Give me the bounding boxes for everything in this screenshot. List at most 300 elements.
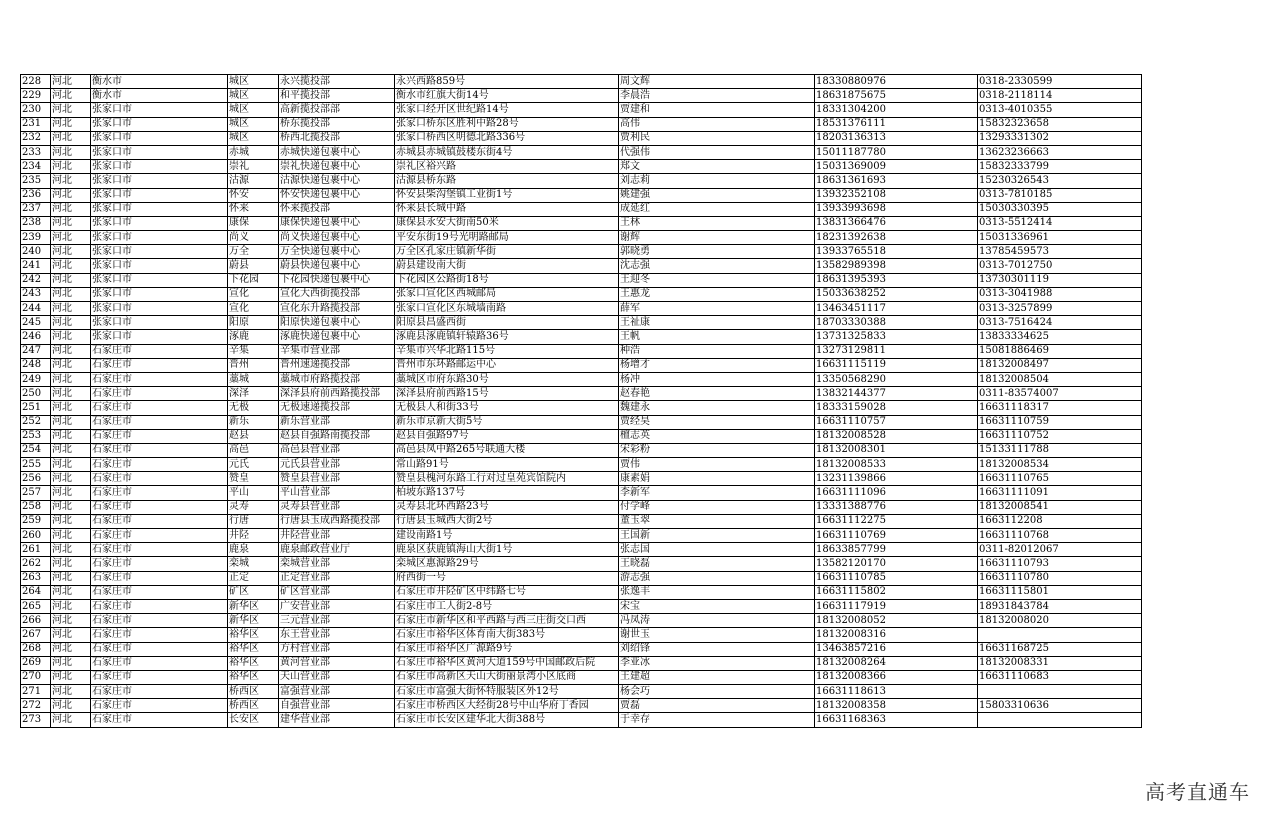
cell-address: 张家口桥西区明德北路336号 — [395, 131, 619, 145]
cell-mobile-phone: 18631361693 — [815, 174, 978, 188]
cell-address: 石家庄市高新区天山大街丽景湾小区底商 — [395, 670, 619, 684]
cell-phone: 15230326543 — [978, 174, 1142, 188]
cell-province: 河北 — [51, 685, 91, 699]
cell-city: 石家庄市 — [91, 557, 228, 571]
cell-district: 桥西区 — [228, 685, 279, 699]
cell-contact-person: 张志国 — [619, 543, 815, 557]
cell-row-number: 235 — [21, 174, 51, 188]
cell-city: 石家庄市 — [91, 415, 228, 429]
cell-province: 河北 — [51, 372, 91, 386]
table-row — [21, 287, 1142, 301]
cell-address: 行唐县玉城西大街2号 — [395, 514, 619, 528]
cell-address: 沽源县桥东路 — [395, 174, 619, 188]
cell-row-number: 250 — [21, 387, 51, 401]
cell-province: 河北 — [51, 117, 91, 131]
cell-row-number: 245 — [21, 316, 51, 330]
cell-province: 河北 — [51, 131, 91, 145]
cell-contact-person: 王晓磊 — [619, 557, 815, 571]
cell-district: 新华区 — [228, 599, 279, 613]
cell-contact-person: 周文辉 — [619, 75, 815, 89]
cell-province: 河北 — [51, 642, 91, 656]
cell-province: 河北 — [51, 514, 91, 528]
cell-address: 石家庄市桥西区大经街28号中山华府丁香园 — [395, 699, 619, 713]
cell-phone: 0313-7810185 — [978, 188, 1142, 202]
cell-row-number: 265 — [21, 599, 51, 613]
cell-mobile-phone: 13582989398 — [815, 259, 978, 273]
cell-district: 藁城 — [228, 372, 279, 386]
cell-row-number: 252 — [21, 415, 51, 429]
cell-city: 石家庄市 — [91, 486, 228, 500]
cell-city: 石家庄市 — [91, 344, 228, 358]
cell-row-number: 257 — [21, 486, 51, 500]
cell-province: 河北 — [51, 202, 91, 216]
cell-contact-person: 王林 — [619, 216, 815, 230]
cell-contact-person: 郑文 — [619, 160, 815, 174]
cell-district: 无极 — [228, 401, 279, 415]
cell-phone: 0311-83574007 — [978, 387, 1142, 401]
cell-contact-person: 薛军 — [619, 302, 815, 316]
table-row — [21, 458, 1142, 472]
cell-branch-name: 宣化东升路揽投部 — [279, 302, 395, 316]
cell-contact-person: 王迎冬 — [619, 273, 815, 287]
cell-mobile-phone: 18203136313 — [815, 131, 978, 145]
table-row — [21, 358, 1142, 372]
cell-row-number: 270 — [21, 670, 51, 684]
cell-row-number: 251 — [21, 401, 51, 415]
cell-district: 城区 — [228, 75, 279, 89]
cell-row-number: 260 — [21, 529, 51, 543]
table-row — [21, 443, 1142, 457]
cell-mobile-phone: 13933765518 — [815, 245, 978, 259]
cell-branch-name: 东王营业部 — [279, 628, 395, 642]
cell-contact-person: 姚建强 — [619, 188, 815, 202]
cell-city: 张家口市 — [91, 202, 228, 216]
cell-address: 石家庄市裕华区广源路9号 — [395, 642, 619, 656]
cell-district: 平山 — [228, 486, 279, 500]
cell-row-number: 236 — [21, 188, 51, 202]
cell-mobile-phone: 13331388776 — [815, 500, 978, 514]
cell-mobile-phone: 18132008533 — [815, 458, 978, 472]
cell-city: 衡水市 — [91, 89, 228, 103]
cell-phone: 16631168725 — [978, 642, 1142, 656]
cell-province: 河北 — [51, 216, 91, 230]
cell-address: 赞皇县槐河东路工行对过皇苑宾馆院内 — [395, 472, 619, 486]
cell-row-number: 240 — [21, 245, 51, 259]
cell-address: 赵县自强路97号 — [395, 429, 619, 443]
cell-phone: 15832323658 — [978, 117, 1142, 131]
cell-address: 常山路91号 — [395, 458, 619, 472]
cell-address: 张家口宣化区西城邮局 — [395, 287, 619, 301]
cell-address: 无极县人和街33号 — [395, 401, 619, 415]
cell-mobile-phone: 16631110769 — [815, 529, 978, 543]
cell-contact-person: 宋彩粉 — [619, 443, 815, 457]
cell-phone — [978, 685, 1142, 699]
cell-mobile-phone: 15011187780 — [815, 145, 978, 159]
cell-contact-person: 董玉翠 — [619, 514, 815, 528]
cell-city: 石家庄市 — [91, 614, 228, 628]
table-row — [21, 302, 1142, 316]
cell-city: 张家口市 — [91, 174, 228, 188]
cell-address: 石家庄市富强大街怀特服装区外12号 — [395, 685, 619, 699]
cell-province: 河北 — [51, 500, 91, 514]
table-row — [21, 188, 1142, 202]
cell-district: 下花园 — [228, 273, 279, 287]
table-row — [21, 486, 1142, 500]
cell-contact-person: 于幸存 — [619, 713, 815, 727]
table-row — [21, 89, 1142, 103]
cell-district: 涿鹿 — [228, 330, 279, 344]
cell-branch-name: 三元营业部 — [279, 614, 395, 628]
cell-city: 石家庄市 — [91, 670, 228, 684]
cell-province: 河北 — [51, 302, 91, 316]
cell-province: 河北 — [51, 429, 91, 443]
cell-branch-name: 赤城快递包裹中心 — [279, 145, 395, 159]
cell-mobile-phone: 13932352108 — [815, 188, 978, 202]
cell-city: 张家口市 — [91, 103, 228, 117]
cell-address: 衡水市红旗大街14号 — [395, 89, 619, 103]
table-row — [21, 387, 1142, 401]
cell-mobile-phone: 18631395393 — [815, 273, 978, 287]
cell-mobile-phone: 13831366476 — [815, 216, 978, 230]
cell-city: 石家庄市 — [91, 458, 228, 472]
cell-phone: 15081886469 — [978, 344, 1142, 358]
cell-mobile-phone: 18132008528 — [815, 429, 978, 443]
cell-branch-name: 高邑县营业部 — [279, 443, 395, 457]
table-row — [21, 202, 1142, 216]
table-row — [21, 628, 1142, 642]
cell-address: 下花园区公路街18号 — [395, 273, 619, 287]
cell-branch-name: 康保快递包裹中心 — [279, 216, 395, 230]
cell-phone: 16631111091 — [978, 486, 1142, 500]
cell-province: 河北 — [51, 103, 91, 117]
cell-phone: 16631110683 — [978, 670, 1142, 684]
cell-phone: 18132008534 — [978, 458, 1142, 472]
cell-phone: 13623236663 — [978, 145, 1142, 159]
data-table — [20, 74, 1142, 728]
cell-district: 灵寿 — [228, 500, 279, 514]
cell-phone: 16631110768 — [978, 529, 1142, 543]
cell-contact-person: 王帆 — [619, 330, 815, 344]
cell-province: 河北 — [51, 486, 91, 500]
cell-mobile-phone: 15031369009 — [815, 160, 978, 174]
cell-phone: 0311-82012067 — [978, 543, 1142, 557]
cell-phone: 18931843784 — [978, 599, 1142, 613]
cell-contact-person: 宋宝 — [619, 599, 815, 613]
cell-district: 沽源 — [228, 174, 279, 188]
cell-province: 河北 — [51, 458, 91, 472]
cell-address: 崇礼区裕兴路 — [395, 160, 619, 174]
cell-city: 石家庄市 — [91, 387, 228, 401]
table-row — [21, 656, 1142, 670]
cell-address: 涿鹿县涿鹿镇轩辕路36号 — [395, 330, 619, 344]
cell-contact-person: 王惠龙 — [619, 287, 815, 301]
table-row — [21, 514, 1142, 528]
cell-branch-name: 阳原快递包裹中心 — [279, 316, 395, 330]
cell-row-number: 271 — [21, 685, 51, 699]
cell-branch-name: 赞皇县营业部 — [279, 472, 395, 486]
cell-province: 河北 — [51, 543, 91, 557]
cell-mobile-phone: 18132008316 — [815, 628, 978, 642]
cell-branch-name: 怀来揽投部 — [279, 202, 395, 216]
cell-city: 石家庄市 — [91, 358, 228, 372]
cell-district: 怀安 — [228, 188, 279, 202]
cell-phone: 15031336961 — [978, 231, 1142, 245]
cell-mobile-phone: 18531376111 — [815, 117, 978, 131]
cell-contact-person: 贾伟 — [619, 458, 815, 472]
cell-district: 裕华区 — [228, 656, 279, 670]
cell-branch-name: 正定营业部 — [279, 571, 395, 585]
cell-address: 柏坡东路137号 — [395, 486, 619, 500]
cell-address: 怀安县柴沟堡镇工业街1号 — [395, 188, 619, 202]
cell-province: 河北 — [51, 188, 91, 202]
table-row — [21, 699, 1142, 713]
cell-mobile-phone: 18132008301 — [815, 443, 978, 457]
cell-row-number: 261 — [21, 543, 51, 557]
cell-province: 河北 — [51, 628, 91, 642]
cell-city: 张家口市 — [91, 145, 228, 159]
cell-row-number: 230 — [21, 103, 51, 117]
cell-branch-name: 和平揽投部 — [279, 89, 395, 103]
table-row — [21, 216, 1142, 230]
cell-province: 河北 — [51, 599, 91, 613]
cell-branch-name: 鹿泉邮政营业厅 — [279, 543, 395, 557]
cell-address: 石家庄市裕华区体育南大街383号 — [395, 628, 619, 642]
cell-city: 石家庄市 — [91, 685, 228, 699]
cell-contact-person: 贾建和 — [619, 103, 815, 117]
table-row — [21, 415, 1142, 429]
cell-branch-name: 行唐县玉成西路揽投部 — [279, 514, 395, 528]
cell-city: 石家庄市 — [91, 443, 228, 457]
cell-contact-person: 李新军 — [619, 486, 815, 500]
cell-phone: 0313-4010355 — [978, 103, 1142, 117]
table-row — [21, 585, 1142, 599]
cell-province: 河北 — [51, 358, 91, 372]
cell-contact-person: 杨增才 — [619, 358, 815, 372]
cell-address: 康保县永安大街南50米 — [395, 216, 619, 230]
cell-district: 新华区 — [228, 614, 279, 628]
cell-row-number: 239 — [21, 231, 51, 245]
table-row — [21, 245, 1142, 259]
cell-province: 河北 — [51, 287, 91, 301]
cell-phone: 0318-2330599 — [978, 75, 1142, 89]
cell-mobile-phone: 13273129811 — [815, 344, 978, 358]
cell-district: 矿区 — [228, 585, 279, 599]
cell-branch-name: 桥西北揽投部 — [279, 131, 395, 145]
table-row — [21, 472, 1142, 486]
cell-phone: 0313-3257899 — [978, 302, 1142, 316]
cell-row-number: 241 — [21, 259, 51, 273]
cell-province: 河北 — [51, 614, 91, 628]
cell-row-number: 258 — [21, 500, 51, 514]
table-row — [21, 145, 1142, 159]
cell-district: 赵县 — [228, 429, 279, 443]
cell-contact-person: 冯凤涛 — [619, 614, 815, 628]
cell-contact-person: 张逸丰 — [619, 585, 815, 599]
cell-mobile-phone: 18703330388 — [815, 316, 978, 330]
cell-address: 石家庄市长安区建华北大街388号 — [395, 713, 619, 727]
cell-mobile-phone: 16631118613 — [815, 685, 978, 699]
cell-branch-name: 辛集市营业部 — [279, 344, 395, 358]
cell-mobile-phone: 16631110757 — [815, 415, 978, 429]
cell-province: 河北 — [51, 387, 91, 401]
cell-branch-name: 怀安快递包裹中心 — [279, 188, 395, 202]
cell-branch-name: 涿鹿快递包裹中心 — [279, 330, 395, 344]
cell-contact-person: 檀志英 — [619, 429, 815, 443]
table-row — [21, 685, 1142, 699]
cell-phone: 16631110793 — [978, 557, 1142, 571]
cell-branch-name: 平山营业部 — [279, 486, 395, 500]
cell-district: 城区 — [228, 103, 279, 117]
table-row — [21, 670, 1142, 684]
cell-district: 崇礼 — [228, 160, 279, 174]
cell-mobile-phone: 18333159028 — [815, 401, 978, 415]
cell-district: 城区 — [228, 89, 279, 103]
cell-branch-name: 广安营业部 — [279, 599, 395, 613]
cell-branch-name: 方村营业部 — [279, 642, 395, 656]
cell-phone: 0313-7012750 — [978, 259, 1142, 273]
cell-mobile-phone: 16631115119 — [815, 358, 978, 372]
cell-address: 蔚县建设南大街 — [395, 259, 619, 273]
cell-district: 长安区 — [228, 713, 279, 727]
cell-contact-person: 王祉康 — [619, 316, 815, 330]
cell-address: 高邑县凤中路265号联通大楼 — [395, 443, 619, 457]
cell-address: 张家口桥东区胜利中路28号 — [395, 117, 619, 131]
cell-province: 河北 — [51, 401, 91, 415]
cell-branch-name: 高新揽投部部 — [279, 103, 395, 117]
cell-contact-person: 郭晓勇 — [619, 245, 815, 259]
table-row — [21, 713, 1142, 727]
cell-district: 正定 — [228, 571, 279, 585]
cell-contact-person: 李亚冰 — [619, 656, 815, 670]
cell-mobile-phone: 16631115802 — [815, 585, 978, 599]
cell-row-number: 229 — [21, 89, 51, 103]
cell-branch-name: 建华营业部 — [279, 713, 395, 727]
cell-branch-name: 矿区营业部 — [279, 585, 395, 599]
cell-phone: 0313-7516424 — [978, 316, 1142, 330]
cell-row-number: 237 — [21, 202, 51, 216]
cell-branch-name: 富强营业部 — [279, 685, 395, 699]
cell-city: 张家口市 — [91, 216, 228, 230]
cell-row-number: 242 — [21, 273, 51, 287]
cell-city: 石家庄市 — [91, 472, 228, 486]
cell-address: 晋州市东环路邮运中心 — [395, 358, 619, 372]
table-row — [21, 344, 1142, 358]
cell-district: 赞皇 — [228, 472, 279, 486]
cell-address: 鹿泉区获鹿镇海山大街1号 — [395, 543, 619, 557]
cell-phone: 16631110780 — [978, 571, 1142, 585]
cell-phone — [978, 713, 1142, 727]
cell-contact-person: 沈志强 — [619, 259, 815, 273]
table-row — [21, 372, 1142, 386]
cell-city: 石家庄市 — [91, 699, 228, 713]
cell-phone: 13293331302 — [978, 131, 1142, 145]
cell-city: 张家口市 — [91, 131, 228, 145]
cell-contact-person: 李晨浩 — [619, 89, 815, 103]
cell-contact-person: 刘绍锋 — [619, 642, 815, 656]
table-row — [21, 174, 1142, 188]
cell-address: 怀来县长城中路 — [395, 202, 619, 216]
cell-row-number: 262 — [21, 557, 51, 571]
cell-province: 河北 — [51, 330, 91, 344]
table-row — [21, 571, 1142, 585]
cell-district: 城区 — [228, 131, 279, 145]
cell-address: 府西街一号 — [395, 571, 619, 585]
cell-province: 河北 — [51, 670, 91, 684]
table-row — [21, 401, 1142, 415]
cell-province: 河北 — [51, 656, 91, 670]
cell-branch-name: 桥东揽投部 — [279, 117, 395, 131]
cell-contact-person: 王国新 — [619, 529, 815, 543]
cell-phone: 16631110752 — [978, 429, 1142, 443]
cell-branch-name: 下花园快递包裹中心 — [279, 273, 395, 287]
cell-branch-name: 无极速递揽投部 — [279, 401, 395, 415]
cell-branch-name: 天山营业部 — [279, 670, 395, 684]
cell-province: 河北 — [51, 75, 91, 89]
cell-city: 张家口市 — [91, 302, 228, 316]
cell-contact-person: 刘志莉 — [619, 174, 815, 188]
cell-row-number: 244 — [21, 302, 51, 316]
table-row — [21, 75, 1142, 89]
cell-province: 河北 — [51, 585, 91, 599]
table-row — [21, 543, 1142, 557]
cell-phone: 0313-3041988 — [978, 287, 1142, 301]
cell-branch-name: 蔚县快递包裹中心 — [279, 259, 395, 273]
cell-city: 石家庄市 — [91, 642, 228, 656]
cell-district: 万全 — [228, 245, 279, 259]
cell-branch-name: 尚义快递包裹中心 — [279, 231, 395, 245]
cell-city: 张家口市 — [91, 245, 228, 259]
cell-city: 石家庄市 — [91, 571, 228, 585]
cell-mobile-phone: 18330880976 — [815, 75, 978, 89]
cell-province: 河北 — [51, 145, 91, 159]
cell-mobile-phone: 13933993698 — [815, 202, 978, 216]
cell-row-number: 264 — [21, 585, 51, 599]
cell-city: 石家庄市 — [91, 514, 228, 528]
cell-phone: 15133111788 — [978, 443, 1142, 457]
cell-province: 河北 — [51, 273, 91, 287]
table-body — [21, 75, 1142, 728]
cell-province: 河北 — [51, 713, 91, 727]
cell-city: 张家口市 — [91, 330, 228, 344]
cell-row-number: 233 — [21, 145, 51, 159]
cell-province: 河北 — [51, 245, 91, 259]
cell-district: 蔚县 — [228, 259, 279, 273]
cell-branch-name: 赵县自强路南揽投部 — [279, 429, 395, 443]
cell-city: 衡水市 — [91, 75, 228, 89]
cell-province: 河北 — [51, 415, 91, 429]
cell-contact-person: 康素娟 — [619, 472, 815, 486]
cell-address: 新乐市京新大街5号 — [395, 415, 619, 429]
cell-row-number: 255 — [21, 458, 51, 472]
cell-mobile-phone: 16631168363 — [815, 713, 978, 727]
cell-district: 裕华区 — [228, 628, 279, 642]
cell-district: 高邑 — [228, 443, 279, 457]
cell-province: 河北 — [51, 259, 91, 273]
cell-province: 河北 — [51, 344, 91, 358]
cell-district: 康保 — [228, 216, 279, 230]
cell-address: 石家庄市新华区和平西路与西三庄街交口西 — [395, 614, 619, 628]
cell-row-number: 228 — [21, 75, 51, 89]
cell-phone — [978, 628, 1142, 642]
cell-city: 张家口市 — [91, 316, 228, 330]
cell-branch-name: 自强营业部 — [279, 699, 395, 713]
cell-row-number: 272 — [21, 699, 51, 713]
cell-district: 宣化 — [228, 287, 279, 301]
cell-mobile-phone: 18132008358 — [815, 699, 978, 713]
cell-phone: 16631118317 — [978, 401, 1142, 415]
cell-row-number: 248 — [21, 358, 51, 372]
cell-city: 张家口市 — [91, 231, 228, 245]
